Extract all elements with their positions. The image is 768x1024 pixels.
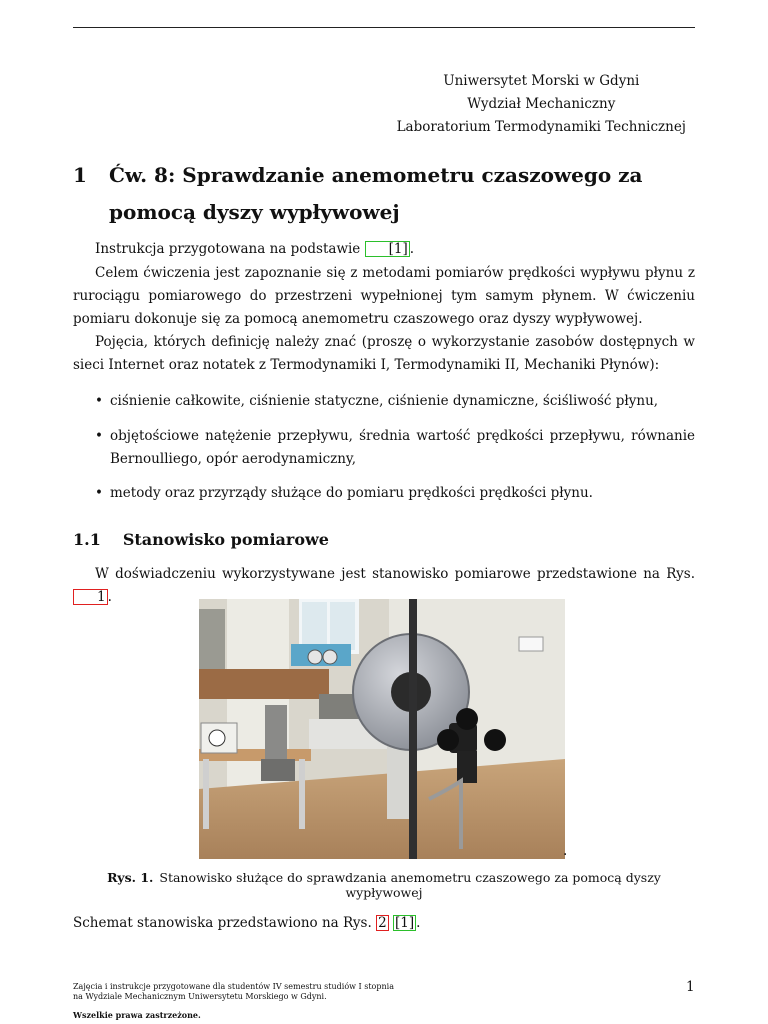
header-rule — [73, 27, 695, 28]
subsection-heading — [73, 530, 329, 549]
goal-paragraph: Celem ćwiczenia jest zapoznanie się z metodami pomiarów prędkości wypływu płynu z rurociągu pomiarowego do przestrzeni wypełnionej tym samym płynem. W ćwiczeniu pomiaru dokonuje się za pomocą anemometru czaszowego oraz dyszy wypływowej. — [73, 265, 695, 327]
list-item-text: ciśnienie całkowite, ciśnienie statyczne, ciśnienie dynamiczne, ściśliwość płynu, — [110, 393, 659, 409]
section-title-line2: pomocą dyszy wypływowej — [109, 200, 400, 224]
figure-trailing-dot: . — [563, 843, 568, 859]
lab-photo-drawing — [199, 599, 568, 859]
footer-rights: Wszelkie prawa zastrzeżone. — [73, 1010, 201, 1020]
page-number: 1 — [686, 979, 695, 995]
footer-line: na Wydziale Mechanicznym Uniwersytetu Morskiego w Gdyni. — [73, 992, 327, 1001]
citation-link[interactable]: [1] — [394, 915, 415, 931]
figure-caption — [73, 870, 695, 900]
affiliation-block — [397, 70, 686, 139]
bullet-icon: • — [95, 428, 103, 444]
subsection-title: Stanowisko pomiarowe — [122, 530, 329, 549]
section-number: 1 — [73, 163, 87, 187]
footer-note — [73, 982, 394, 1020]
setup-paragraph: W doświadczeniu wykorzystywane jest stanowisko pomiarowe przedstawione na Rys.1 . — [73, 563, 695, 609]
source-paragraph: Instrukcja przygotowana na podstawie [1] . — [95, 241, 415, 257]
section-title-line1: Ćw. 8: Sprawdzanie anemometru czaszowego za — [109, 163, 643, 187]
list-item-text: metody oraz przyrządy służące do pomiaru prędkości prędkości płynu. — [110, 485, 593, 501]
list-item — [73, 482, 695, 505]
figure-ref-link[interactable]: 1 — [73, 589, 108, 605]
figure-label: Rys. 1. — [107, 870, 154, 885]
schema-paragraph: Schemat stanowiska przedstawiono na Rys. 2 [1] . — [73, 915, 421, 931]
bullet-icon: • — [95, 485, 103, 501]
bullet-icon: • — [95, 393, 103, 409]
list-item — [73, 425, 695, 471]
citation-link[interactable]: [1] — [365, 241, 410, 257]
university-name: Uniwersytet Morski w Gdyni — [443, 73, 640, 89]
laboratory-name: Laboratorium Termodynamiki Technicznej — [396, 119, 686, 135]
footer-line: Zajęcia i instrukcje przygotowane dla studentów IV semestru studiów I stopnia — [73, 982, 394, 991]
list-item-text: objętościowe natężenie przepływu, średnia wartość prędkości przepływu, równanie Bernoulliego, opór aerodynamiczny, — [110, 428, 695, 467]
concepts-paragraph: Pojęcia, których definicję należy znać (proszę o wykorzystanie zasobów dostępnych w sieci Internet oraz notatek z Termodynamiki I, Termodynamiki II, Mechaniki Płynów): — [73, 334, 695, 373]
subsection-number: 1.1 — [73, 530, 101, 549]
lab-photo — [199, 599, 568, 859]
figure-ref-link[interactable]: 2 — [378, 915, 387, 931]
figure-caption-text: Stanowisko służące do sprawdzania anemometru czaszowego za pomocą dyszy wypływowej — [159, 870, 661, 900]
list-item — [73, 390, 695, 413]
faculty-name: Wydział Mechaniczny — [467, 96, 616, 112]
